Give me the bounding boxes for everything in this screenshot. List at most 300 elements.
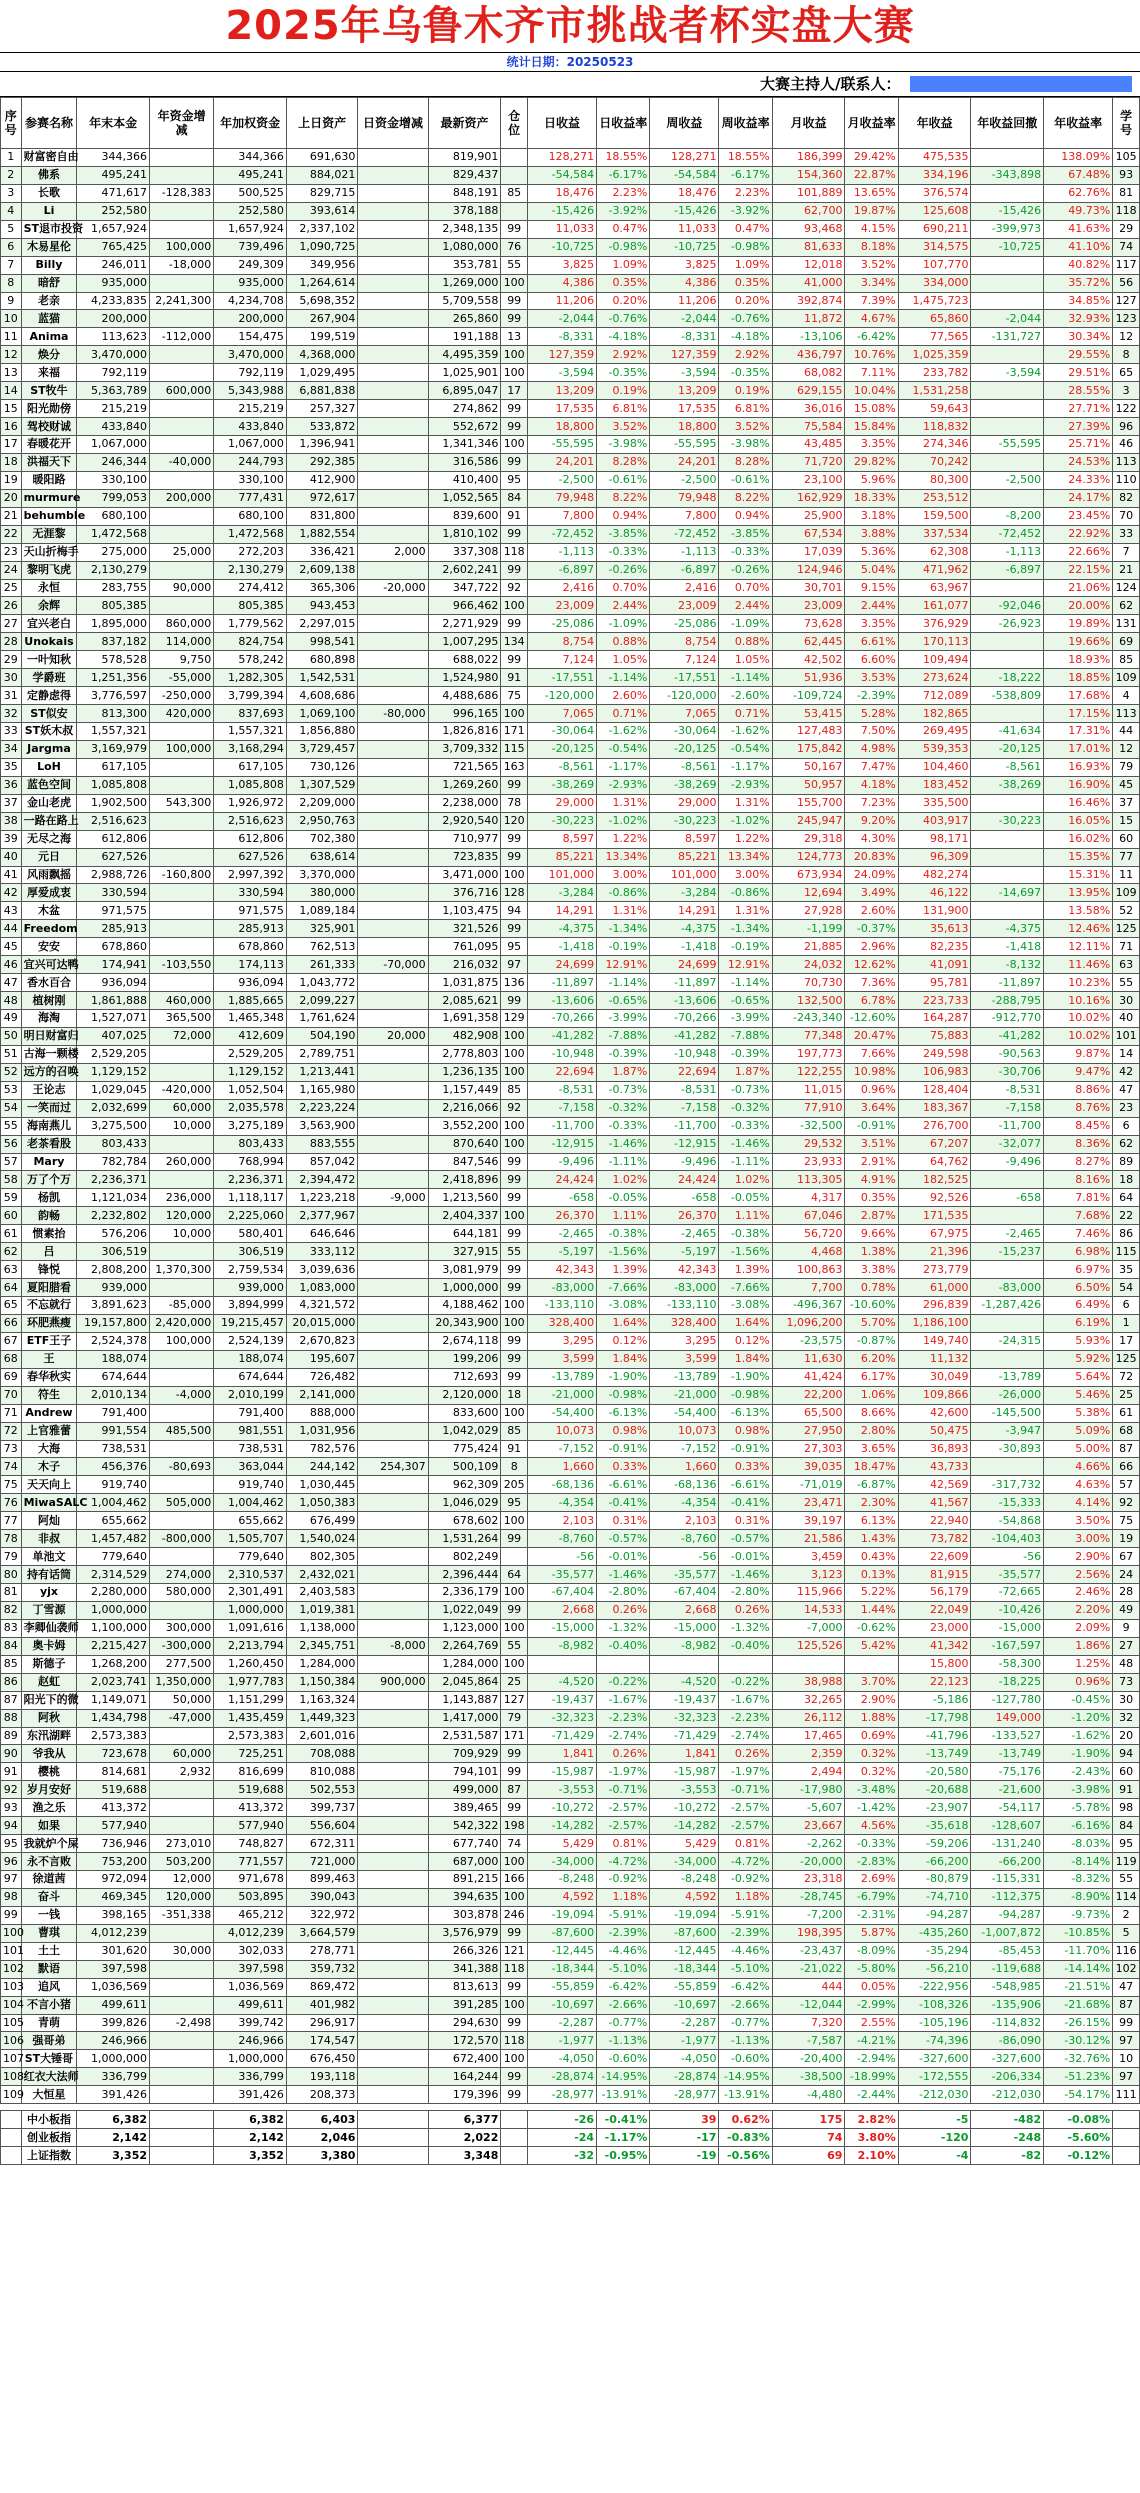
table-cell: 50,475 — [898, 1422, 971, 1440]
table-cell: 972,094 — [77, 1871, 150, 1889]
table-cell: 2.90% — [1044, 1548, 1113, 1566]
table-cell: -2.60% — [719, 687, 772, 705]
table-cell: 1,046,029 — [428, 1494, 501, 1512]
table-cell: 100 — [501, 274, 528, 292]
table-cell: -5,186 — [898, 1691, 971, 1709]
table-cell: 77,348 — [772, 1027, 845, 1045]
table-row — [1, 1655, 1140, 1673]
table-cell: 一笑而过 — [21, 1099, 77, 1117]
table-cell — [150, 202, 214, 220]
table-cell: 495,241 — [214, 166, 287, 184]
table-cell: 334,196 — [898, 166, 971, 184]
table-cell: 539,353 — [898, 740, 971, 758]
table-cell: 4,012,239 — [214, 1924, 287, 1942]
table-cell: 39,035 — [772, 1458, 845, 1476]
table-cell — [1113, 2111, 1140, 2129]
table-cell: -8,561 — [528, 758, 597, 776]
table-cell: 246,344 — [77, 453, 150, 471]
table-row — [1, 489, 1140, 507]
table-cell: 1.39% — [597, 1261, 650, 1279]
table-cell: 768,994 — [214, 1153, 287, 1171]
table-cell: 736,946 — [77, 1835, 150, 1853]
table-cell — [150, 1350, 214, 1368]
table-cell: -288,795 — [971, 992, 1044, 1010]
table-row — [1, 202, 1140, 220]
table-cell: 8.66% — [845, 1404, 898, 1422]
table-cell: 3,459 — [772, 1548, 845, 1566]
table-cell: 576,206 — [77, 1225, 150, 1243]
table-cell: 43,485 — [772, 436, 845, 454]
table-row — [1, 2014, 1140, 2032]
table-cell — [150, 525, 214, 543]
table-cell: 厚爱成衷 — [21, 884, 77, 902]
table-cell: -15,426 — [650, 202, 719, 220]
table-cell: 1.18% — [597, 1888, 650, 1906]
table-cell: 72 — [1113, 1368, 1140, 1386]
table-cell: 28 — [1113, 1584, 1140, 1602]
table-cell: 1,052,504 — [214, 1081, 287, 1099]
table-cell: -0.77% — [597, 2014, 650, 2032]
table-cell: 26,370 — [650, 1207, 719, 1225]
table-cell: 春华秋实 — [21, 1368, 77, 1386]
table-row — [1, 561, 1140, 579]
table-cell — [358, 507, 428, 525]
table-cell: 0.20% — [597, 292, 650, 310]
table-cell: 85 — [1113, 651, 1140, 669]
table-cell: -70,266 — [528, 1010, 597, 1028]
table-cell: -0.01% — [719, 1548, 772, 1566]
table-cell: 775,424 — [428, 1440, 501, 1458]
table-cell: 86 — [1113, 1225, 1140, 1243]
table-cell: 261,333 — [286, 956, 357, 974]
table-cell: 29.42% — [845, 149, 898, 167]
table-cell: 678,602 — [428, 1512, 501, 1530]
table-body — [1, 149, 1140, 2165]
table-cell: -1.09% — [719, 615, 772, 633]
table-cell: 99 — [501, 292, 528, 310]
table-cell: 5,429 — [650, 1835, 719, 1853]
table-cell: 19.66% — [1044, 633, 1113, 651]
table-cell: -35,577 — [528, 1566, 597, 1584]
table-cell: -1.34% — [719, 920, 772, 938]
table-cell: -1.09% — [597, 615, 650, 633]
table-cell — [150, 1063, 214, 1081]
table-cell: -74,396 — [898, 2032, 971, 2050]
table-cell: 413,372 — [77, 1799, 150, 1817]
table-row — [1, 274, 1140, 292]
table-cell: 0.88% — [719, 633, 772, 651]
table-cell — [358, 615, 428, 633]
table-cell: -0.91% — [597, 1440, 650, 1458]
table-cell: -11,700 — [971, 1117, 1044, 1135]
table-cell: 25.71% — [1044, 436, 1113, 454]
table-cell: 72 — [1, 1422, 22, 1440]
table-cell: -0.91% — [845, 1117, 898, 1135]
table-cell: 71 — [1113, 938, 1140, 956]
table-cell: -6.13% — [597, 1404, 650, 1422]
table-cell: 935,000 — [77, 274, 150, 292]
table-cell: 460,000 — [150, 992, 214, 1010]
table-cell: 89 — [1, 1727, 22, 1745]
table-cell: 1,029,495 — [286, 364, 357, 382]
table-cell: -0.38% — [597, 1225, 650, 1243]
table-cell: 67 — [1, 1332, 22, 1350]
table-row — [1, 1458, 1140, 1476]
table-row — [1, 884, 1140, 902]
table-cell — [358, 687, 428, 705]
table-cell: -28,977 — [528, 2086, 597, 2104]
table-cell: -1.46% — [597, 1566, 650, 1584]
table-cell: 113,305 — [772, 1171, 845, 1189]
table-cell: -10,725 — [971, 238, 1044, 256]
table-cell: 21,885 — [772, 938, 845, 956]
table-cell: 646,646 — [286, 1225, 357, 1243]
table-cell: 128,271 — [650, 149, 719, 167]
table-cell: -7,200 — [772, 1906, 845, 1924]
table-cell: 1.31% — [597, 794, 650, 812]
table-cell: 1.11% — [719, 1207, 772, 1225]
table-cell: 471,617 — [77, 184, 150, 202]
table-cell: 482,274 — [898, 866, 971, 884]
table-cell: -128,383 — [150, 184, 214, 202]
table-cell — [150, 938, 214, 956]
table-cell: 0.43% — [845, 1548, 898, 1566]
table-cell: 116 — [1113, 1942, 1140, 1960]
table-cell: 47 — [1113, 1978, 1140, 1996]
table-row — [1, 1817, 1140, 1835]
table-cell: 365,500 — [150, 1010, 214, 1028]
table-cell: -9,496 — [650, 1153, 719, 1171]
table-row — [1, 346, 1140, 364]
table-cell — [150, 364, 214, 382]
table-cell: -18,000 — [150, 256, 214, 274]
table-cell: 57 — [1, 1153, 22, 1171]
table-cell — [150, 2050, 214, 2068]
table-cell: 519,688 — [214, 1781, 287, 1799]
table-cell: 夏阳腊看 — [21, 1279, 77, 1297]
table-cell: 1,434,798 — [77, 1709, 150, 1727]
table-cell — [150, 220, 214, 238]
table-cell: 4,368,000 — [286, 346, 357, 364]
table-cell: 50 — [1, 1027, 22, 1045]
table-cell: -2,044 — [528, 310, 597, 328]
table-cell: 11,206 — [650, 292, 719, 310]
table-cell: -2.93% — [597, 776, 650, 794]
table-cell: 0.05% — [845, 1978, 898, 1996]
table-row — [1, 830, 1140, 848]
table-cell: 2,142 — [77, 2129, 150, 2147]
table-cell: -103,550 — [150, 956, 214, 974]
table-cell — [150, 274, 214, 292]
table-cell: 41,000 — [772, 274, 845, 292]
table-cell — [597, 1655, 650, 1673]
table-cell: 6.19% — [1044, 1314, 1113, 1332]
table-cell: 无尽之海 — [21, 830, 77, 848]
table-cell: -47,000 — [150, 1709, 214, 1727]
table-cell: -13,789 — [971, 1368, 1044, 1386]
table-cell: 99 — [501, 1225, 528, 1243]
table-cell: 18,800 — [528, 418, 597, 436]
table-cell: 1,213,560 — [428, 1189, 501, 1207]
table-cell: 1,129,152 — [214, 1063, 287, 1081]
table-cell — [150, 1727, 214, 1745]
table-cell: 2,085,621 — [428, 992, 501, 1010]
table-cell: 3.64% — [845, 1099, 898, 1117]
table-row — [1, 1440, 1140, 1458]
table-cell: 81,633 — [772, 238, 845, 256]
table-cell: 12 — [1113, 328, 1140, 346]
table-cell — [971, 1314, 1044, 1332]
table-cell: 4.15% — [845, 220, 898, 238]
column-header: 最新资产 — [428, 98, 501, 149]
table-cell: 9.47% — [1044, 1063, 1113, 1081]
table-cell: 2,516,623 — [214, 812, 287, 830]
table-cell: -30,064 — [650, 723, 719, 741]
table-cell — [358, 884, 428, 902]
table-cell: 71 — [1, 1404, 22, 1422]
table-cell: 23,009 — [650, 597, 719, 615]
table-cell: 56,720 — [772, 1225, 845, 1243]
table-cell: -80,000 — [358, 705, 428, 723]
table-cell: -2,465 — [650, 1225, 719, 1243]
table-cell — [150, 1279, 214, 1297]
table-cell: 117 — [1113, 256, 1140, 274]
table-cell: 1,264,614 — [286, 274, 357, 292]
table-row — [1, 1512, 1140, 1530]
table-cell: 392,874 — [772, 292, 845, 310]
column-header: 年收益率 — [1044, 98, 1113, 149]
table-cell: 13,209 — [528, 382, 597, 400]
table-cell: -25,086 — [528, 615, 597, 633]
table-cell: 20.47% — [845, 1027, 898, 1045]
table-cell: 316,586 — [428, 453, 501, 471]
table-row — [1, 166, 1140, 184]
table-cell: -28,977 — [650, 2086, 719, 2104]
table-cell: -119,688 — [971, 1960, 1044, 1978]
table-cell: 1,856,880 — [286, 723, 357, 741]
table-cell: -3.98% — [719, 436, 772, 454]
table-cell: -13,606 — [528, 992, 597, 1010]
table-cell: 36 — [1, 776, 22, 794]
table-cell: 34.85% — [1044, 292, 1113, 310]
table-cell: 1,000,000 — [77, 2050, 150, 2068]
table-cell: -32 — [528, 2147, 597, 2165]
table-cell: 24,699 — [528, 956, 597, 974]
table-cell: -71,429 — [528, 1727, 597, 1745]
table-cell: 67 — [1113, 1548, 1140, 1566]
table-cell: 314,575 — [898, 238, 971, 256]
table-cell: 1,841 — [528, 1745, 597, 1763]
table-cell: -1.62% — [719, 723, 772, 741]
table-cell — [358, 1566, 428, 1584]
table-cell: 55 — [1113, 974, 1140, 992]
table-cell: -8,531 — [528, 1081, 597, 1099]
table-cell — [150, 758, 214, 776]
table-cell: 99 — [501, 1332, 528, 1350]
table-row — [1, 956, 1140, 974]
table-cell — [358, 1601, 428, 1619]
table-row — [1, 1763, 1140, 1781]
table-cell: -3.08% — [597, 1297, 650, 1315]
table-cell: 883,555 — [286, 1135, 357, 1153]
table-cell: 131,900 — [898, 902, 971, 920]
table-cell: 1.09% — [719, 256, 772, 274]
table-cell — [971, 633, 1044, 651]
table-cell — [358, 382, 428, 400]
table-cell: -3,553 — [650, 1781, 719, 1799]
table-cell: -1.11% — [719, 1153, 772, 1171]
table-cell — [971, 184, 1044, 202]
table-cell: -71,429 — [650, 1727, 719, 1745]
table-cell: 1,826,816 — [428, 723, 501, 741]
table-cell: 215,219 — [214, 400, 287, 418]
table-cell: 333,112 — [286, 1243, 357, 1261]
table-cell: 96 — [1113, 418, 1140, 436]
table-cell: -25,086 — [650, 615, 719, 633]
table-cell: -1.14% — [597, 974, 650, 992]
table-cell — [150, 2032, 214, 2050]
table-cell: -10,948 — [528, 1045, 597, 1063]
table-cell — [150, 400, 214, 418]
table-cell: -26.15% — [1044, 2014, 1113, 2032]
table-cell: 100 — [501, 1584, 528, 1602]
table-cell: 277,500 — [150, 1655, 214, 1673]
table-cell: -1.17% — [597, 758, 650, 776]
table-cell: -54,400 — [528, 1404, 597, 1422]
table-cell: 3,729,457 — [286, 740, 357, 758]
table-cell: -0.98% — [597, 1386, 650, 1404]
table-cell: 1.25% — [1044, 1655, 1113, 1673]
table-cell: -2.99% — [845, 1996, 898, 2014]
table-cell: 101,889 — [772, 184, 845, 202]
table-cell — [971, 866, 1044, 884]
table-cell: -0.60% — [597, 2050, 650, 2068]
table-cell: Mary — [21, 1153, 77, 1171]
table-cell: 782,784 — [77, 1153, 150, 1171]
table-cell: 100 — [501, 1404, 528, 1422]
table-cell: 万了个万 — [21, 1171, 77, 1189]
table-row — [1, 1081, 1140, 1099]
table-cell: 1,036,569 — [214, 1978, 287, 1996]
table-cell: 0.71% — [597, 705, 650, 723]
table-cell: 101,000 — [650, 866, 719, 884]
table-cell: 0.13% — [845, 1566, 898, 1584]
table-cell — [358, 1314, 428, 1332]
table-cell: 7.23% — [845, 794, 898, 812]
table-cell: 794,101 — [428, 1763, 501, 1781]
table-cell: 246,966 — [77, 2032, 150, 2050]
table-row — [1, 1584, 1140, 1602]
table-cell: 1.31% — [719, 794, 772, 812]
table-cell: -2,500 — [528, 471, 597, 489]
table-cell: 816,699 — [214, 1763, 287, 1781]
table-cell: 42,502 — [772, 651, 845, 669]
table-cell: -18,344 — [650, 1960, 719, 1978]
table-cell: 504,190 — [286, 1027, 357, 1045]
table-cell — [358, 202, 428, 220]
table-cell: 驾校财诚 — [21, 418, 77, 436]
table-cell: 87 — [1, 1691, 22, 1709]
table-cell: 19.89% — [1044, 615, 1113, 633]
table-cell: -15,000 — [528, 1619, 597, 1637]
table-cell: 3,348 — [428, 2147, 501, 2165]
table-cell: 92 — [501, 579, 528, 597]
table-cell: 302,033 — [214, 1942, 287, 1960]
table-cell: 829,437 — [428, 166, 501, 184]
table-cell: -11,897 — [971, 974, 1044, 992]
table-cell — [358, 1045, 428, 1063]
table-cell: 336,799 — [77, 2068, 150, 2086]
table-cell: 276,700 — [898, 1117, 971, 1135]
table-cell — [150, 884, 214, 902]
table-cell: -1.67% — [597, 1691, 650, 1709]
table-cell: 100 — [501, 1045, 528, 1063]
table-cell: 674,644 — [77, 1368, 150, 1386]
table-cell: 1,557,321 — [214, 723, 287, 741]
table-cell: 15.35% — [1044, 848, 1113, 866]
table-cell: 244,142 — [286, 1458, 357, 1476]
table-cell: 87 — [1113, 1440, 1140, 1458]
table-cell: 829,715 — [286, 184, 357, 202]
table-cell: 2,573,383 — [77, 1727, 150, 1745]
table-cell: 9.20% — [845, 812, 898, 830]
table-cell: 0.26% — [719, 1745, 772, 1763]
table-cell: -55,595 — [528, 436, 597, 454]
table-row — [1, 543, 1140, 561]
table-cell: -2.23% — [719, 1709, 772, 1727]
table-cell: 39,197 — [772, 1512, 845, 1530]
table-row — [1, 1314, 1140, 1332]
table-cell: 74 — [501, 1835, 528, 1853]
table-cell: -13,749 — [898, 1745, 971, 1763]
table-cell: ST牧牛 — [21, 382, 77, 400]
table-cell: 1.87% — [597, 1063, 650, 1081]
table-cell: 109 — [1113, 669, 1140, 687]
table-cell — [358, 1584, 428, 1602]
table-cell — [358, 1978, 428, 1996]
table-cell: 98 — [1113, 1799, 1140, 1817]
table-cell: -0.35% — [597, 364, 650, 382]
table-cell: 香水百合 — [21, 974, 77, 992]
table-cell: -2.94% — [845, 2050, 898, 2068]
table-cell: 22.66% — [1044, 543, 1113, 561]
table-cell: -32,323 — [650, 1709, 719, 1727]
table-cell: -5.80% — [845, 1960, 898, 1978]
table-cell: 99 — [501, 1189, 528, 1207]
table-cell: 542,322 — [428, 1817, 501, 1835]
table-cell: -167,597 — [971, 1637, 1044, 1655]
table-cell: -327,600 — [898, 2050, 971, 2068]
table-cell: Billy — [21, 256, 77, 274]
table-row — [1, 1619, 1140, 1637]
table-cell: 42 — [1113, 1063, 1140, 1081]
table-cell: -8,132 — [971, 956, 1044, 974]
table-cell: -800,000 — [150, 1530, 214, 1548]
table-cell: 499,611 — [214, 1996, 287, 2014]
table-cell: 738,531 — [77, 1440, 150, 1458]
column-header: 参赛名称 — [21, 98, 77, 149]
table-cell: 63,967 — [898, 579, 971, 597]
table-cell: 115 — [501, 740, 528, 758]
table-cell: 100 — [1, 1924, 22, 1942]
table-cell: 29.55% — [1044, 346, 1113, 364]
table-cell: 19,215,457 — [214, 1314, 287, 1332]
table-cell: 44 — [1, 920, 22, 938]
table-cell: 非叔 — [21, 1530, 77, 1548]
table-cell: 376,716 — [428, 884, 501, 902]
table-cell: 5.04% — [845, 561, 898, 579]
table-cell: 99 — [501, 418, 528, 436]
